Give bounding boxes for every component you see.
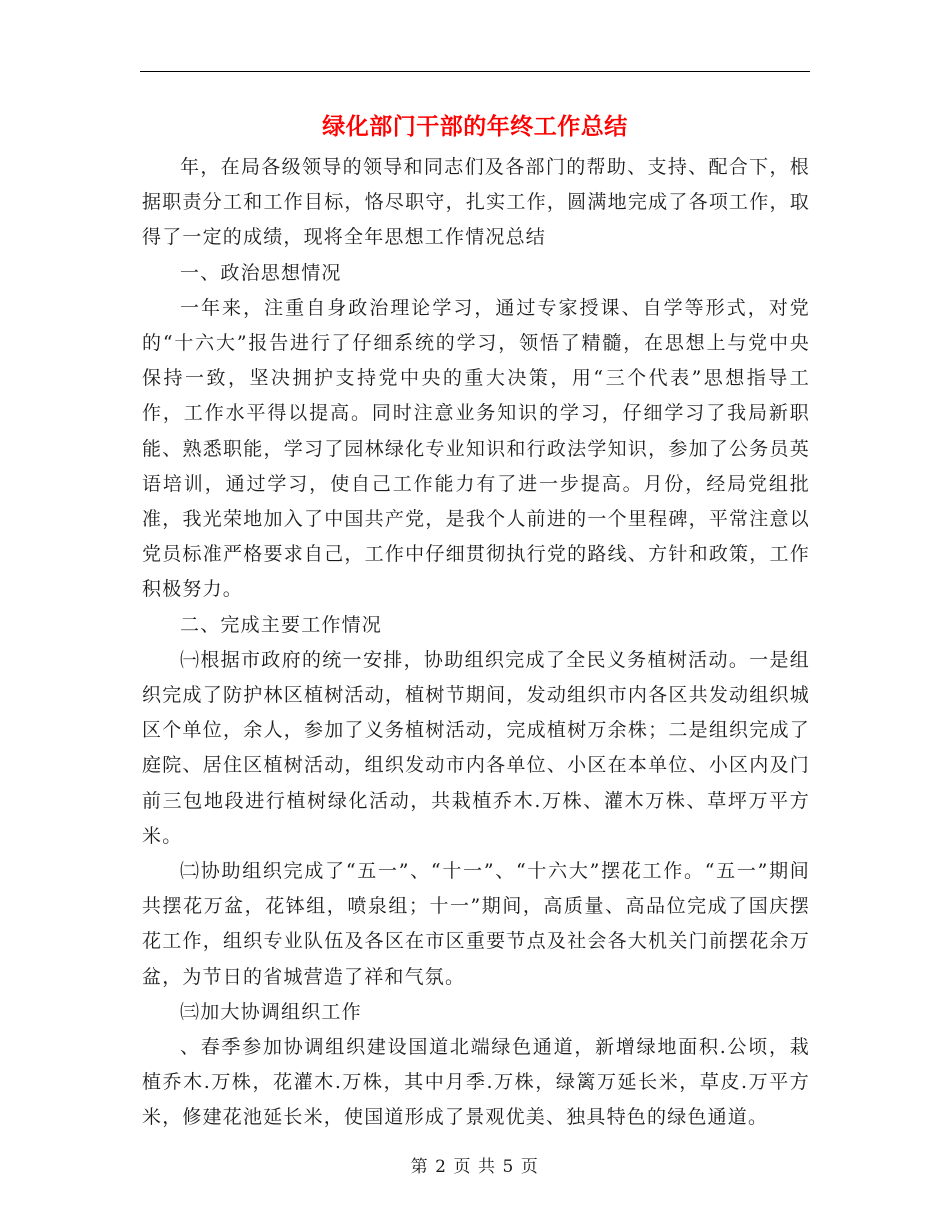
footer-page-unit: 页 bbox=[453, 1157, 472, 1177]
document-title: 绿化部门干部的年终工作总结 bbox=[322, 113, 628, 140]
paragraph-political: 一年来，注重自身政治理论学习，通过专家授课、自学等形式，对党的“十六大”报告进行了仔细系统的学习，领悟了精髓，在思想上与党中央保持一致，坚决拥护支持党中央的重大决策，用“三个代表”思想指导工作，工作水平得以提高。同时注意业务知识的学习，仔细学习了我局新职能、熟悉职能，学习了园林绿化专业知识和行政法学知识，参加了公务员英语培训，通过学习，使自己工作能力有了进一步提高。月份，经局党组批准，我光荣地加入了中国共产党，是我个人前进的一个里程碑，平常注意以党员标准严格要求自己，工作中仔细贯彻执行党的路线、方针和政策，工作积极努力。 bbox=[142, 296, 810, 601]
section-heading-political: 一、政治思想情况 bbox=[180, 261, 342, 284]
footer-current-page: 2 bbox=[435, 1157, 448, 1177]
footer-total-unit: 页 bbox=[520, 1157, 540, 1177]
footer-prefix: 第 bbox=[410, 1157, 430, 1177]
subheading-coordination: ㈢加大协调组织工作 bbox=[180, 1000, 362, 1023]
page-footer bbox=[140, 1152, 810, 1177]
paragraph-green-corridor: 、春季参加协调组织建设国道北端绿色通道，新增绿地面积.公顷，栽植乔木.万株，花灌木.万株，其中月季.万株，绿篱万延长米，草皮.万平方米，修建花池延长米，使国道形成了景观优美、独具特色的绿色通道。 bbox=[142, 1036, 810, 1129]
footer-total-prefix: 共 bbox=[478, 1157, 497, 1177]
paragraph-intro: 年，在局各级领导的领导和同志们及各部门的帮助、支持、配合下，根据职责分工和工作目标，恪尽职守，扎实工作，圆满地完成了各项工作，取得了一定的成绩，现将全年思想工作情况总结 bbox=[142, 156, 810, 249]
header-rule bbox=[140, 71, 810, 72]
paragraph-tree-planting: ㈠根据市政府的统一安排，协助组织完成了全民义务植树活动。一是组织完成了防护林区植树活动，植树节期间，发动组织市内各区共发动组织城区个单位，余人，参加了义务植树活动，完成植树万余株；二是组织完成了庭院、居住区植树活动，组织发动市内各单位、小区在本单位、小区内及门前三包地段进行植树绿化活动，共栽植乔木.万株、灌木万株、草坪万平方米。 bbox=[142, 648, 810, 847]
section-heading-main-work: 二、完成主要工作情况 bbox=[180, 613, 383, 636]
footer-total-pages: 5 bbox=[502, 1157, 515, 1177]
paragraph-flower-display: ㈡协助组织完成了“五一”、“十一”、“十六大”摆花工作。“五一”期间共摆花万盆，花钵组，喷泉组；十一”期间，高质量、高品位完成了国庆摆花工作，组织专业队伍及各区在市区重要节点及社会各大机关门前摆花余万盆，为节日的省城营造了祥和气氛。 bbox=[142, 860, 810, 988]
document-body bbox=[142, 150, 810, 1136]
